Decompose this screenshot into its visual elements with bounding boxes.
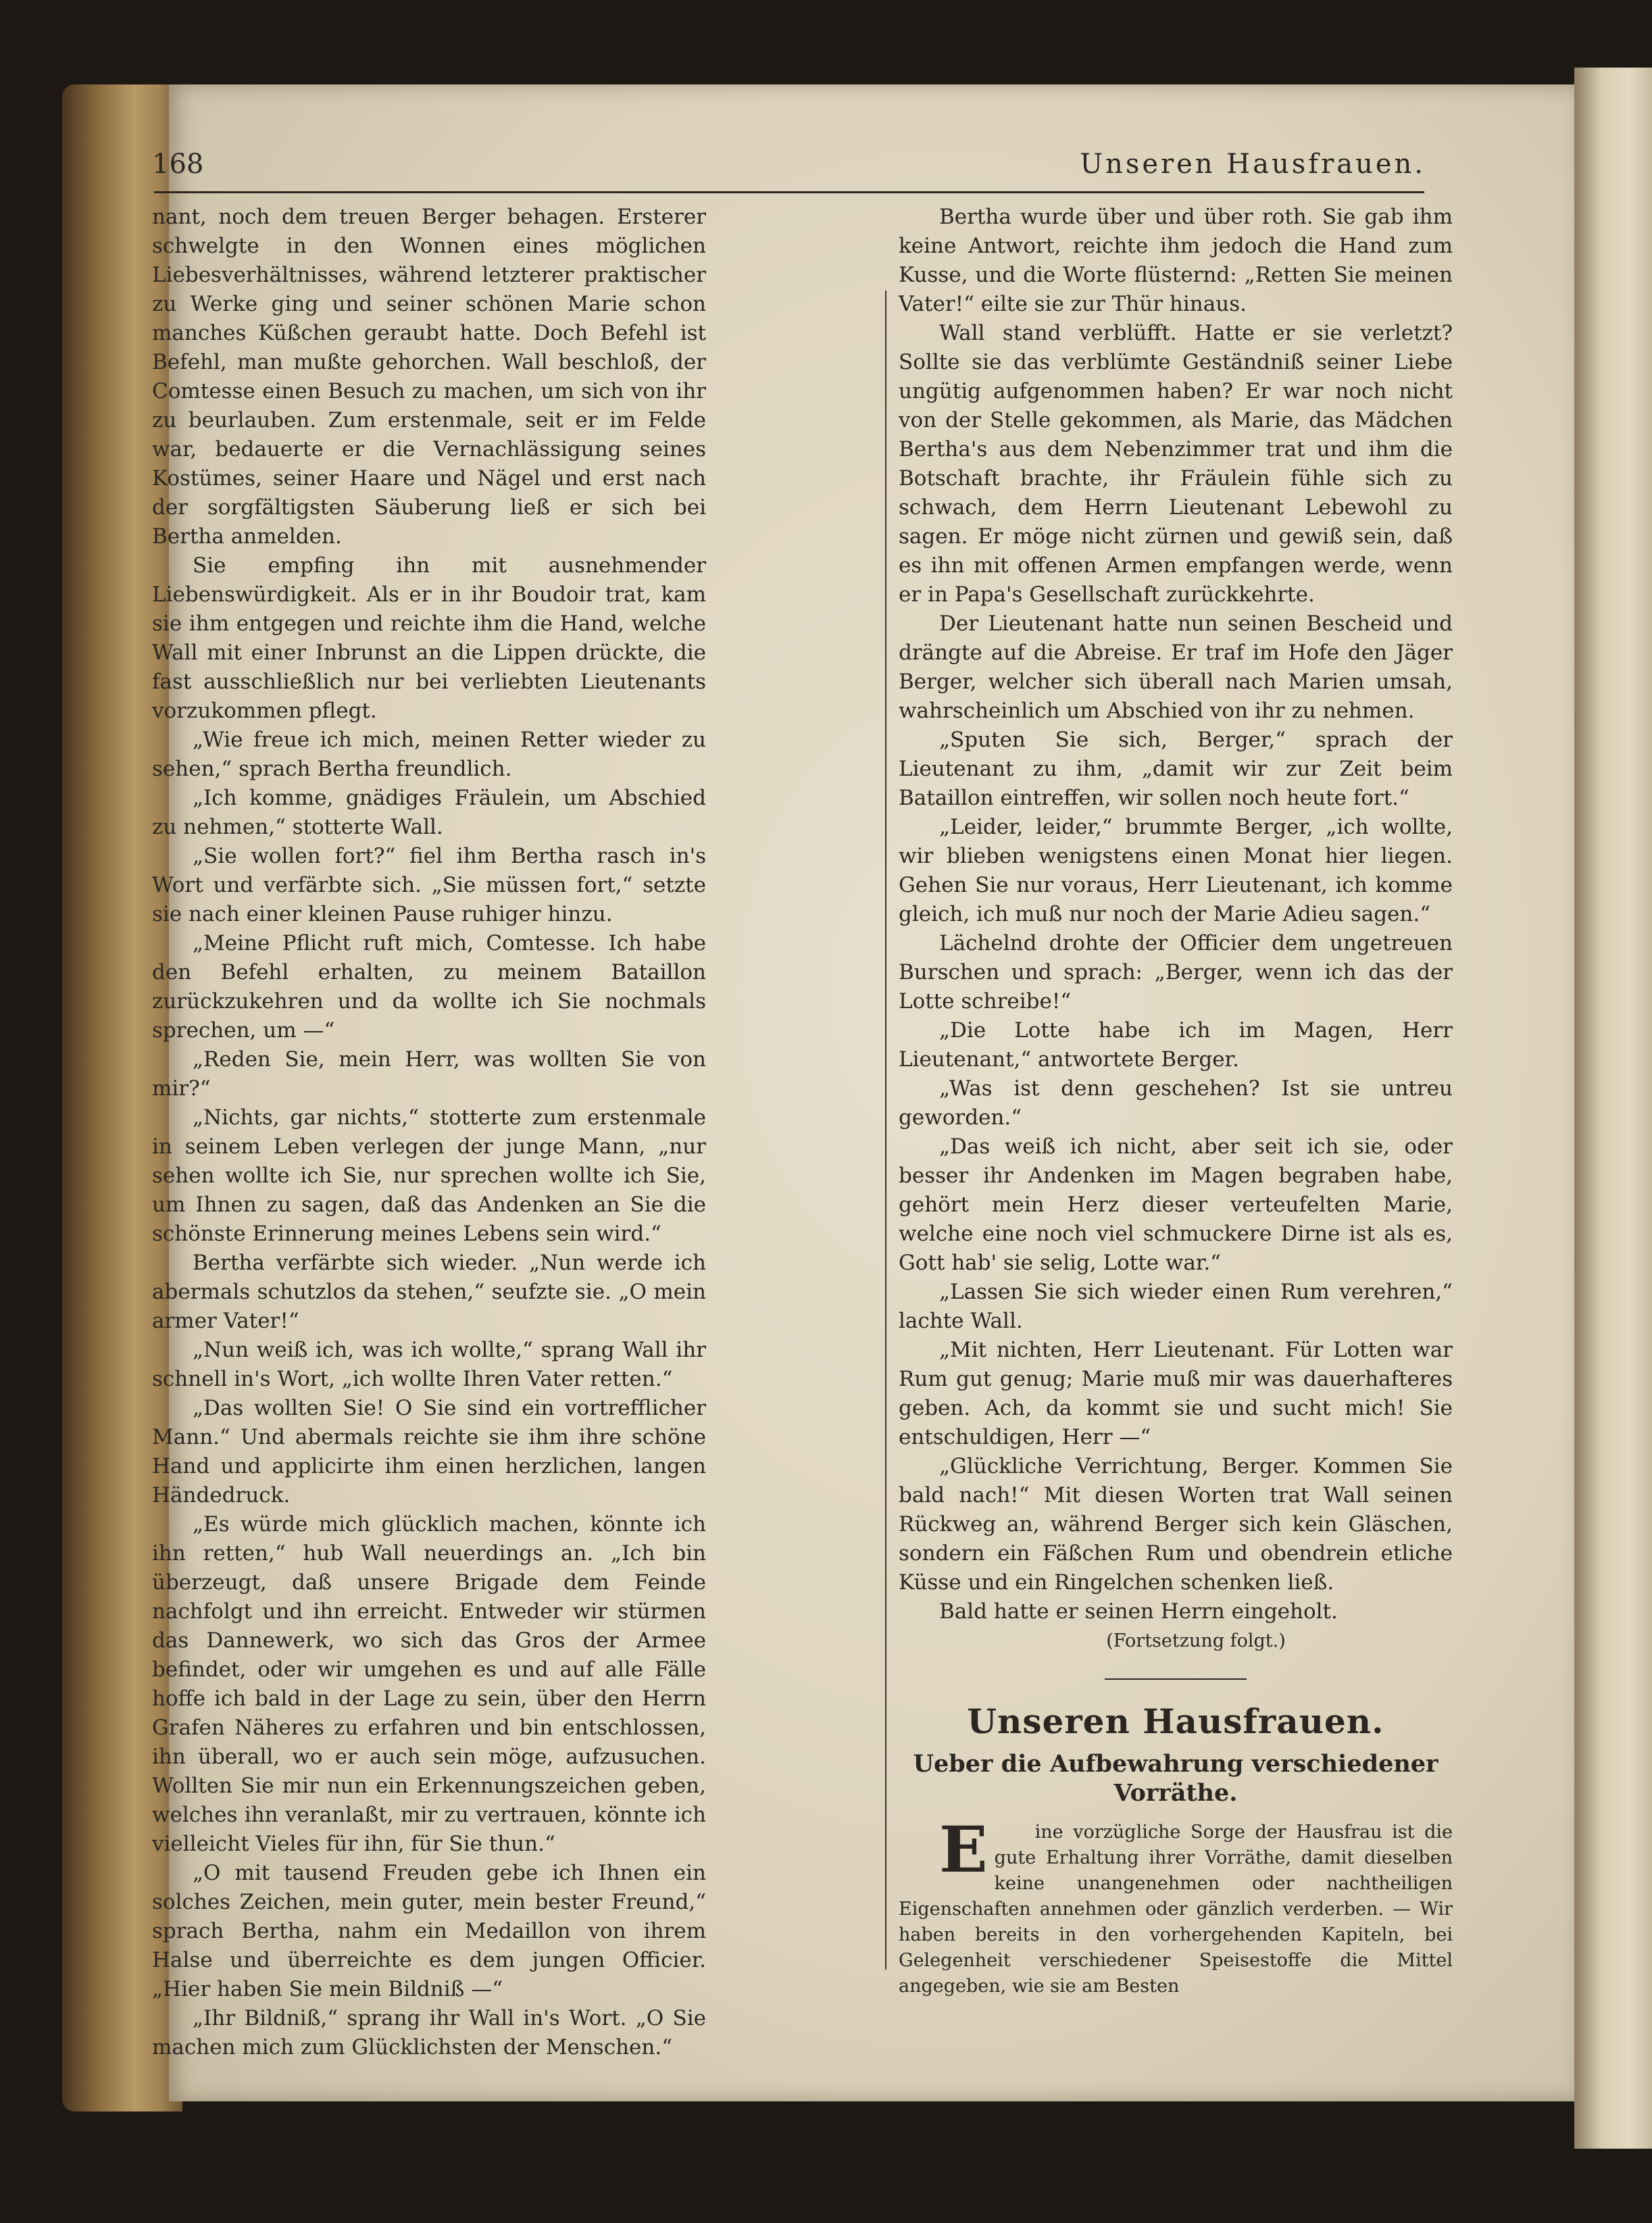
- running-title: Unseren Hausfrauen.: [1080, 149, 1426, 180]
- article-title: Unseren Hausfrauen.: [967, 1701, 1384, 1741]
- header-rule: [154, 191, 1424, 193]
- paragraph: „Was ist denn geschehen? Ist sie untreu geworden.“: [899, 1076, 1453, 1130]
- page-header: [152, 149, 1436, 189]
- paragraph: „Leider, leider,“ brummte Berger, „ich wollte, wir blieben wenigstens einen Monat hier liegen. Gehen Sie nur voraus, Herr Lieutenant, ich komme gleich, ich muß nur noch der Marie Adieu sagen.“: [899, 815, 1453, 926]
- paragraph: nant, noch dem treuen Berger behagen. Ersterer schwelgte in den Wonnen eines möglichen Liebesverhältnisses, während letzterer praktischer zu Werke ging und seiner schönen Marie schon manches Küßchen geraubt hatte. Doch Befehl ist Befehl, man mußte gehorchen. Wall beschloß, der Comtesse einen Besuch zu machen, um sich von ihr zu beurlauben. Zum erstenmale, seit er im Felde war, bedauerte er die Vernachlässigung seines Kostümes, seiner Haare und Nägel und erst nach der sorgfältigsten Säuberung ließ er sich bei Bertha anmelden.: [152, 205, 706, 549]
- section-divider: [1105, 1678, 1247, 1680]
- article-body-text: ine vorzügliche Sorge der Hausfrau ist die gute Erhaltung ihrer Vorräthe, damit dieselben keine unangenehmen oder nachtheiligen Eigenschaften annehmen oder gänzlich verderben. — Wir haben bereits in den vorhergehenden Kapiteln, bei Gelegenheit verschiedener Speisestoffe die Mittel angegeben, wie sie am Besten: [899, 1822, 1453, 1997]
- paragraph: „Ihr Bildniß,“ sprang ihr Wall in's Wort. „O Sie machen mich zum Glücklichsten der Menschen.“: [152, 2006, 706, 2059]
- paragraph: Sie empfing ihn mit ausnehmender Liebenswürdigkeit. Als er in ihr Boudoir trat, kam sie ihm entgegen und reichte ihm die Hand, welche Wall mit einer Inbrunst an die Lippen drückte, die fast ausschließlich nur bei verliebten Lieutenants vorzukommen pflegt.: [152, 553, 706, 723]
- paragraph: Lächelnd drohte der Officier dem ungetreuen Burschen und sprach: „Berger, wenn ich das der Lotte schreibe!“: [899, 931, 1453, 1014]
- paragraph: „Es würde mich glücklich machen, könnte ich ihn retten,“ hub Wall neuerdings an. „Ich bin überzeugt, daß unsere Brigade dem Feinde nachfolgt und ihn erreicht. Entweder wir stürmen das Dannewerk, wo sich das Gros der Armee befindet, oder wir umgehen es und auf alle Fälle hoffe ich bald in der Lage zu sein, über den Herrn Grafen Näheres zu erfahren und bin entschlossen, ihn überall, wo er auch sein möge, aufzusuchen. Wollten Sie mir nun ein Erkennungszeichen geben, welches ihn veranlaßt, mir zu vertrauen, könnte ich vielleicht Vieles für ihn, für Sie thun.“: [152, 1512, 706, 1856]
- paragraph: „Sie wollen fort?“ fiel ihm Bertha rasch in's Wort und verfärbte sich. „Sie müssen fort,“ setzte sie nach einer kleinen Pause ruhiger hinzu.: [152, 844, 706, 926]
- paragraph: „Das weiß ich nicht, aber seit ich sie, oder besser ihr Andenken im Magen begraben habe, gehört mein Herz dieser verteufelten Marie, welche eine noch viel schmuckere Dirne ist als es, Gott hab' sie selig, Lotte war.“: [899, 1134, 1453, 1275]
- right-column: [899, 203, 1453, 1999]
- paragraph: „Meine Pflicht ruft mich, Comtesse. Ich habe den Befehl erhalten, zu meinem Bataillon zurückzukehren und da wollte ich Sie nochmals sprechen, um —“: [152, 931, 706, 1043]
- paragraph: Wall stand verblüfft. Hatte er sie verletzt? Sollte sie das verblümte Geständniß seiner Liebe ungütig aufgenommen haben? Er war noch nicht von der Stelle gekommen, als Marie, das Mädchen Bertha's aus dem Nebenzimmer trat und ihm die Botschaft brachte, ihr Fräulein fühle sich zu schwach, dem Herrn Lieutenant Lebewohl zu sagen. Er möge nicht zürnen und gewiß sein, daß es ihn mit offenen Armen empfangen werde, wenn er in Papa's Gesellschaft zurückkehrte.: [899, 321, 1453, 607]
- paragraph: „Sputen Sie sich, Berger,“ sprach der Lieutenant zu ihm, „damit wir zur Zeit beim Bataillon eintreffen, wir sollen noch heute fort.“: [899, 728, 1453, 810]
- page-number: 168: [152, 149, 204, 180]
- paragraph: Bertha wurde über und über roth. Sie gab ihm keine Antwort, reichte ihm jedoch die Hand zum Kusse, und die Worte flüsternd: „Retten Sie meinen Vater!“ eilte sie zur Thür hinaus.: [899, 205, 1453, 316]
- paragraph: Bertha verfärbte sich wieder. „Nun werde ich abermals schutzlos da stehen,“ seufzte sie. „O mein armer Vater!“: [152, 1251, 706, 1333]
- paragraph: „Lassen Sie sich wieder einen Rum verehren,“ lachte Wall.: [899, 1280, 1453, 1333]
- column-divider: [885, 291, 886, 1970]
- paragraph: „Die Lotte habe ich im Magen, Herr Lieutenant,“ antwortete Berger.: [899, 1018, 1453, 1072]
- article-body: [899, 1813, 1453, 1999]
- next-page-edge: [1574, 68, 1652, 2149]
- drop-cap: E: [939, 1813, 988, 1887]
- paragraph: „Glückliche Verrichtung, Berger. Kommen Sie bald nach!“ Mit diesen Worten trat Wall seinen Rückweg an, während Berger sich kein Gläschen, sondern ein Fäßchen Rum und obendrein etliche Küsse und ein Ringelchen schenken ließ.: [899, 1454, 1453, 1595]
- paragraph: „Reden Sie, mein Herr, was wollten Sie von mir?“: [152, 1047, 706, 1101]
- paragraph: „Das wollten Sie! O Sie sind ein vortrefflicher Mann.“ Und abermals reichte sie ihm ihre schöne Hand und applicirte ihm einen herzlichen, langen Händedruck.: [152, 1396, 706, 1507]
- paragraph: „Nichts, gar nichts,“ stotterte zum erstenmale in seinem Leben verlegen der junge Mann, „nur sehen wollte ich Sie, nur sprechen wollte ich Sie, um Ihnen zu sagen, daß das Andenken an Sie die schönste Erinnerung meines Lebens sein wird.“: [152, 1105, 706, 1246]
- left-column: [152, 203, 706, 2062]
- paragraph: „Ich komme, gnädiges Fräulein, um Abschied zu nehmen,“ stotterte Wall.: [152, 786, 706, 839]
- article-subtitle: Ueber die Aufbewahrung verschiedener Vorräthe.: [913, 1750, 1438, 1807]
- continued-note: (Fortsetzung folgt.): [1106, 1630, 1286, 1651]
- paragraph: „O mit tausend Freuden gebe ich Ihnen ein solches Zeichen, mein guter, mein bester Freund,“ sprach Bertha, nahm ein Medaillon von ihrem Halse und überreichte es dem jungen Officier. „Hier haben Sie mein Bildniß —“: [152, 1861, 706, 2001]
- paragraph: „Mit nichten, Herr Lieutenant. Für Lotten war Rum gut genug; Marie muß mir was dauerhafteres geben. Ach, da kommt sie und sucht mich! Sie entschuldigen, Herr —“: [899, 1338, 1453, 1449]
- paragraph: Der Lieutenant hatte nun seinen Bescheid und drängte auf die Abreise. Er traf im Hofe den Jäger Berger, welcher sich überall nach Marien umsah, wahrscheinlich um Abschied von ihr zu nehmen.: [899, 611, 1453, 723]
- paragraph: „Nun weiß ich, was ich wollte,“ sprang Wall ihr schnell in's Wort, „ich wollte Ihren Vater retten.“: [152, 1338, 706, 1391]
- paragraph: Bald hatte er seinen Herrn eingeholt.: [939, 1599, 1338, 1624]
- paragraph: „Wie freue ich mich, meinen Retter wieder zu sehen,“ sprach Bertha freundlich.: [152, 728, 706, 781]
